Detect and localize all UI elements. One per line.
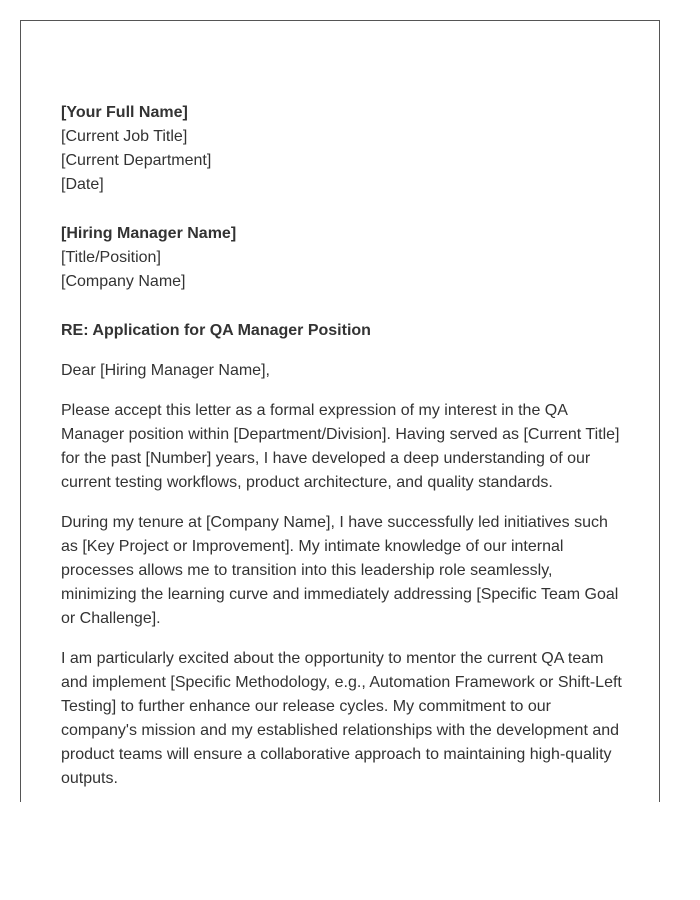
recipient-company: [Company Name]	[61, 273, 186, 290]
recipient-block	[61, 222, 627, 294]
body-paragraph-3: I am particularly excited about the opportunity to mentor the current QA team and implement [Specific Methodology, e.g., Automation Framework or Shift-Left Testing] to further enhance our release cycles. My commitment to our company's mission and my established relationships with the development and product teams will ensure a collaborative approach to maintaining high-quality outputs.	[61, 650, 622, 787]
sender-department: [Current Department]	[61, 152, 212, 169]
body-paragraph-2: During my tenure at [Company Name], I have successfully led initiatives such as [Key Project or Improvement]. My intimate knowledge of our internal processes allows me to transition into this leadership role seamlessly, minimizing the learning curve and immediately addressing [Specific Team Goal or Challenge].	[61, 514, 619, 627]
recipient-title: [Title/Position]	[61, 249, 161, 266]
sender-block	[61, 101, 627, 197]
recipient-name: [Hiring Manager Name]	[61, 225, 237, 242]
body-paragraph-1: Please accept this letter as a formal expression of my interest in the QA Manager position within [Department/Division]. Having served as [Current Title] for the past [Number] years, I have developed a deep understanding of our current testing workflows, product architecture, and quality standards.	[61, 402, 620, 491]
letter-page	[20, 20, 660, 802]
sender-name: [Your Full Name]	[61, 104, 188, 121]
letter-subject: RE: Application for QA Manager Position	[61, 322, 371, 339]
letter-content	[61, 101, 627, 802]
letter-date: [Date]	[61, 176, 104, 193]
sender-job-title: [Current Job Title]	[61, 128, 188, 145]
letter-salutation: Dear [Hiring Manager Name],	[61, 362, 270, 379]
